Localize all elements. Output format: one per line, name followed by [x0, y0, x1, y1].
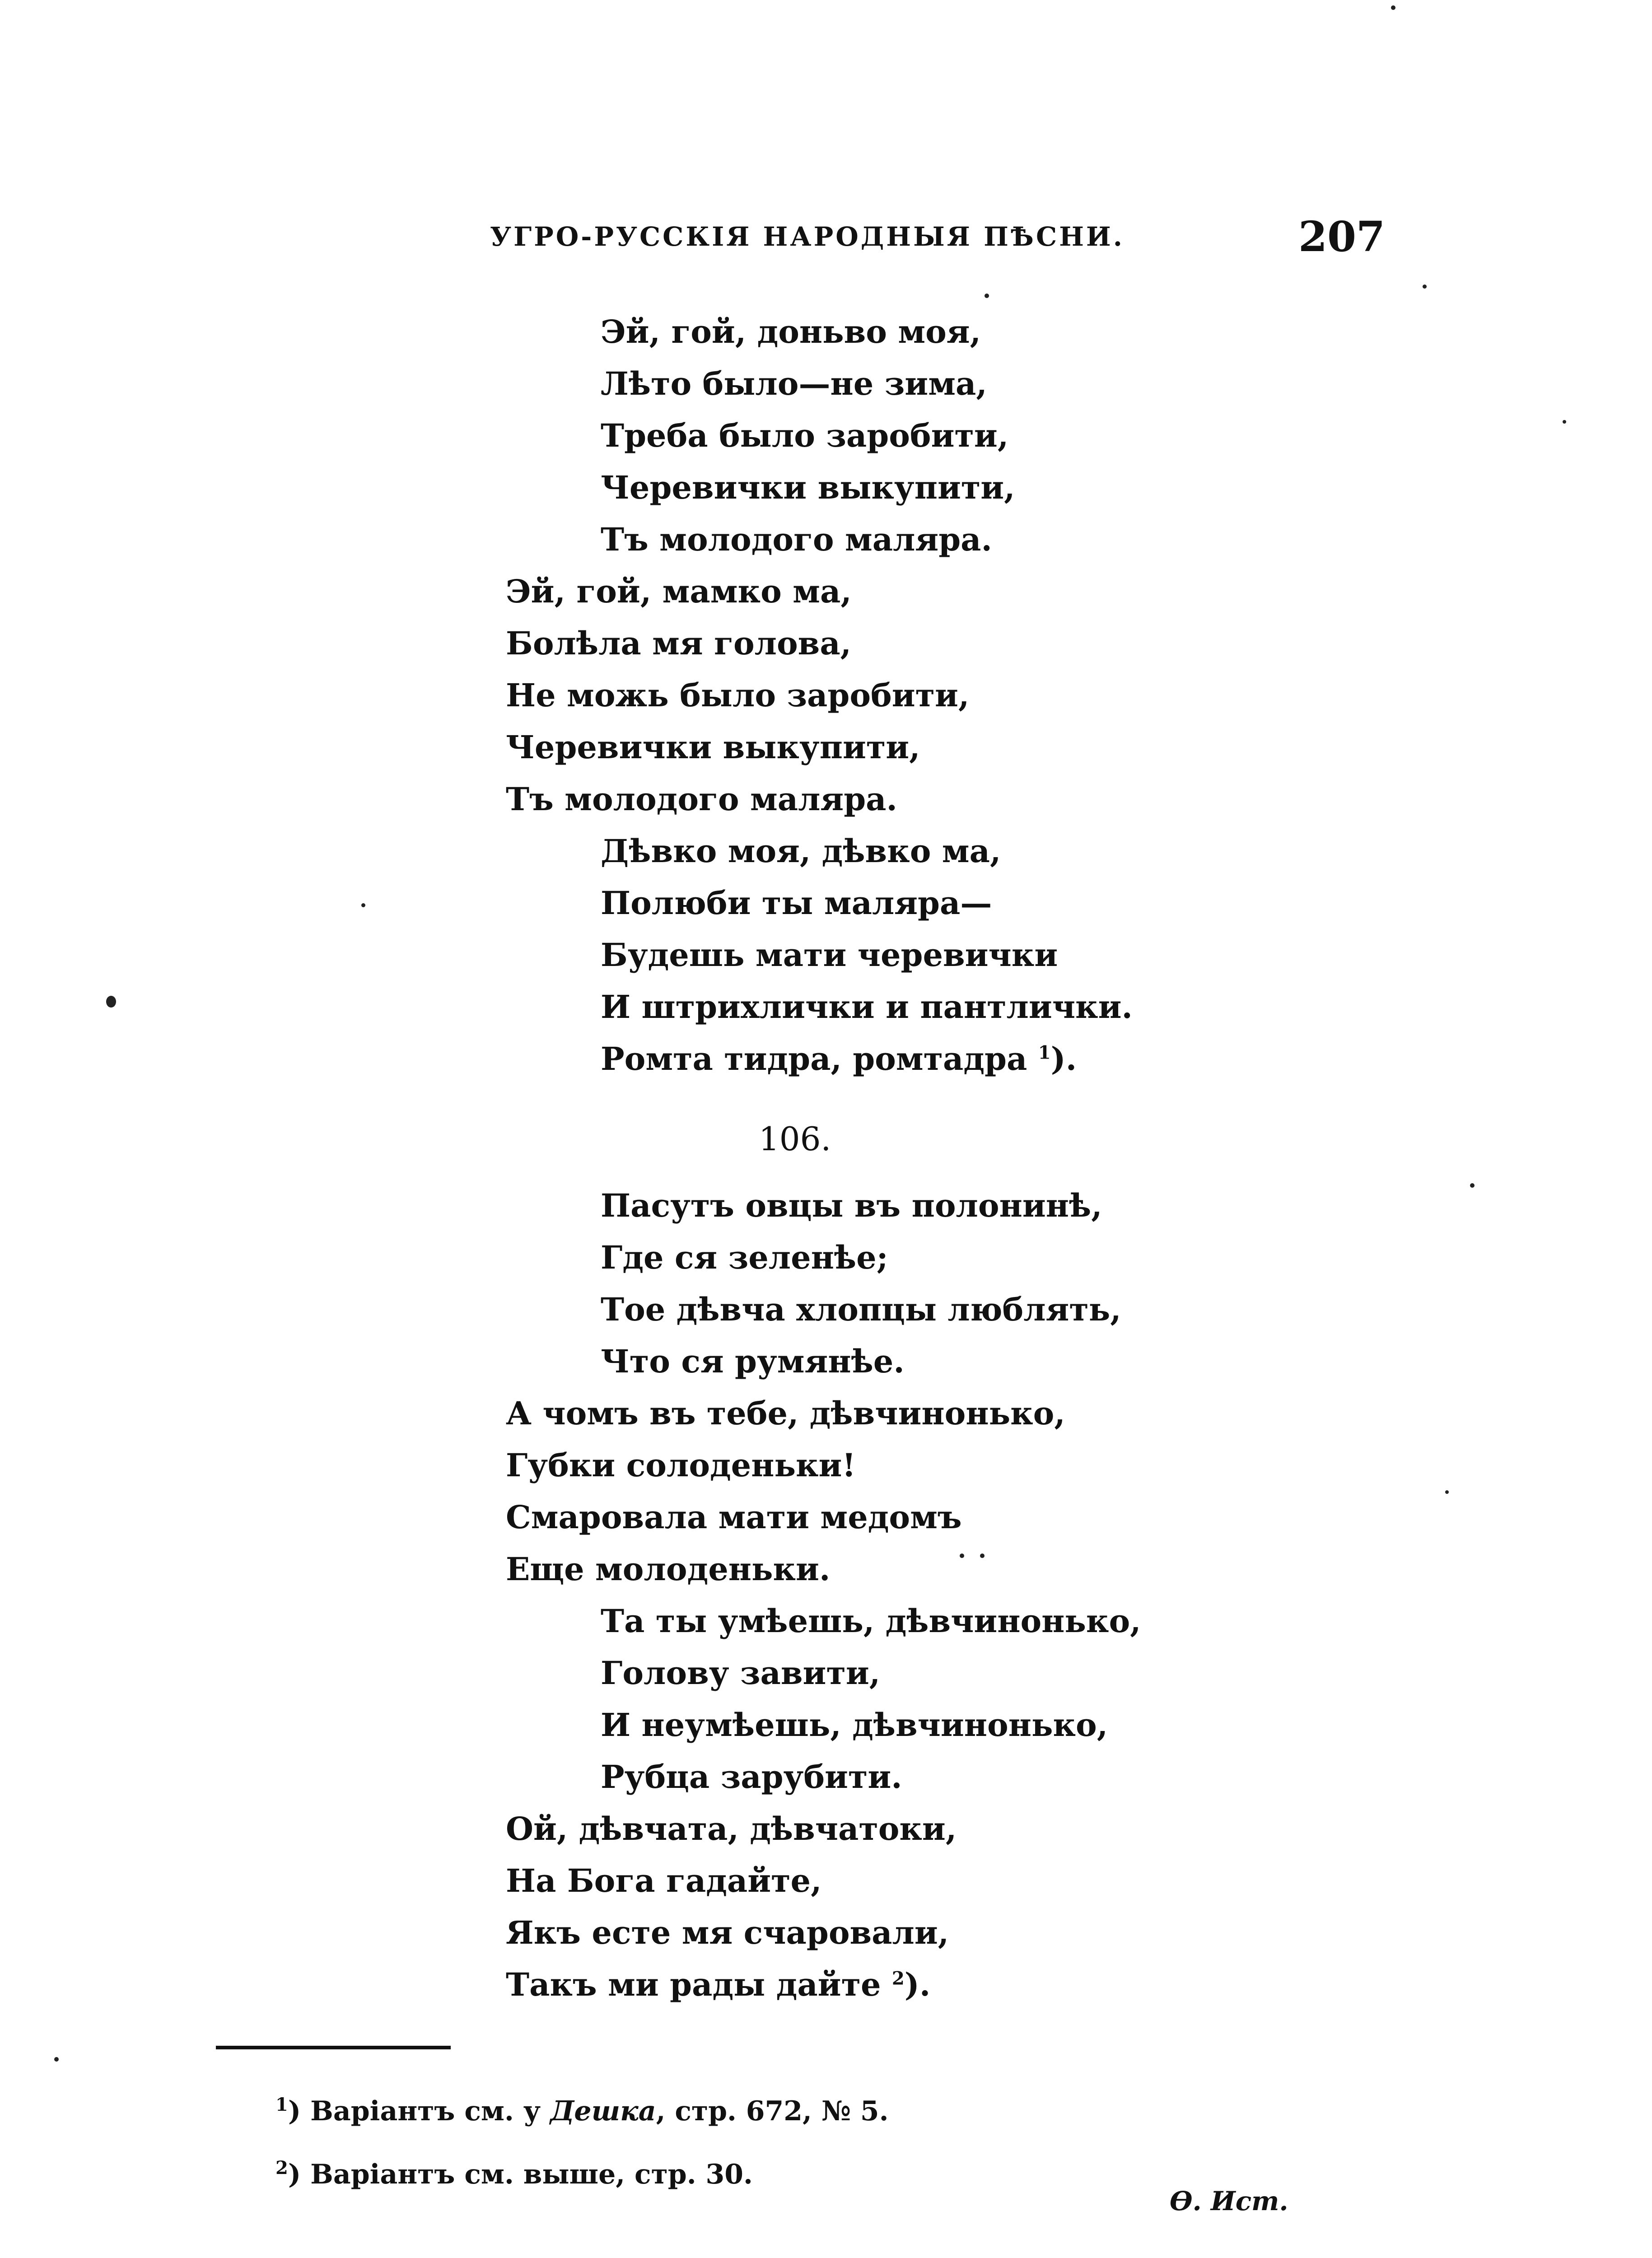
- scan-speck: [980, 1554, 985, 1558]
- footnote-rule: [216, 2046, 451, 2049]
- poem-a-line: Будешь мати черевички: [601, 936, 1058, 974]
- poem-a-line: Эй, гой, мамко ма,: [506, 573, 852, 610]
- scan-speck: [960, 1554, 964, 1558]
- poem-b-line: На Бога гадайте,: [506, 1862, 822, 1899]
- poem-a-line: Черевички выкупити,: [601, 469, 1015, 506]
- poem-b-line: Еще молоденьки.: [506, 1550, 831, 1588]
- running-title: УГРО-РУССКІЯ НАРОДНЫЯ ПѢСНИ.: [490, 221, 1125, 252]
- scan-speck: [1470, 1183, 1475, 1188]
- song-number: 106.: [759, 1120, 831, 1158]
- scan-speck: [985, 294, 989, 298]
- poem-b-last-line: [506, 1966, 931, 2003]
- poem-b-line: А чомъ въ тебе, дѣвчинонько,: [506, 1395, 1065, 1432]
- poem-b-line: Где ся зеленѣе;: [601, 1239, 888, 1276]
- scan-speck: [1445, 1490, 1449, 1494]
- poem-b-line: Тое дѣвча хлопцы люблять,: [601, 1291, 1121, 1328]
- footnote-marker: 2: [891, 1968, 905, 1989]
- poem-a-line: Лѣто было—не зима,: [601, 365, 987, 402]
- poem-a-line: Эй, гой, доньво моя,: [601, 313, 981, 350]
- scan-speck: [1423, 285, 1427, 289]
- poem-a-line: Треба было заробити,: [601, 417, 1009, 454]
- footnote-text: ) Варіантъ см. выше, стр. 30.: [288, 2159, 753, 2190]
- scan-speck: [1563, 420, 1566, 424]
- footnote-author: Дешка: [550, 2095, 656, 2127]
- scan-speck: [1391, 5, 1395, 10]
- poem-a-line-text: Ромта тидра, ромтадра: [601, 1040, 1027, 1078]
- poem-b-line: Рубца зарубити.: [601, 1758, 902, 1796]
- footnote-1: [275, 2095, 889, 2127]
- poem-a-line: И штрихлички и пантлички.: [601, 988, 1133, 1026]
- poem-a-last-line: [601, 1040, 1077, 1078]
- poem-a-line: Полюби ты маляра—: [601, 884, 992, 922]
- poem-a-line: Черевички выкупити,: [506, 728, 920, 766]
- poem-b-line: Смаровала мати медомъ: [506, 1498, 962, 1536]
- scan-speck: [361, 903, 365, 907]
- footnote-text: ) Варіантъ см. у: [288, 2095, 551, 2127]
- page-number: 207: [1298, 212, 1386, 261]
- footnote-marker: 1: [275, 2094, 288, 2115]
- poem-b-line: Что ся румянѣе.: [601, 1343, 905, 1380]
- poem-b-line: И неумѣешь, дѣвчинонько,: [601, 1706, 1108, 1744]
- scan-speck: [106, 996, 116, 1008]
- poem-a-line: Болѣла мя голова,: [506, 625, 852, 662]
- poem-b-line: Якъ есте мя счаровали,: [506, 1914, 949, 1951]
- footnote-marker: 1: [1038, 1042, 1051, 1064]
- poem-b-line: Голову завити,: [601, 1654, 881, 1692]
- footnote-marker: 2: [275, 2157, 288, 2179]
- poem-b-line-text: Такъ ми рады дайте: [506, 1966, 881, 2003]
- poem-b-line: Пасутъ овцы въ полонинѣ,: [601, 1187, 1102, 1224]
- editor-signature: Ѳ. Ист.: [1170, 2186, 1288, 2216]
- poem-b-line: Губки солоденьки!: [506, 1446, 856, 1484]
- poem-a-line: Дѣвко моя, дѣвко ма,: [601, 832, 1001, 870]
- poem-a-end: ).: [1050, 1040, 1077, 1078]
- poem-b-line: Та ты умѣешь, дѣвчинонько,: [601, 1602, 1141, 1640]
- poem-b-end: ).: [904, 1966, 931, 2003]
- poem-b-line: Ой, дѣвчата, дѣвчатоки,: [506, 1810, 957, 1847]
- footnote-text: , стр. 672, № 5.: [656, 2095, 889, 2127]
- footnote-2: [275, 2159, 753, 2190]
- scan-speck: [54, 2057, 59, 2062]
- poem-a-line: Не можь было заробити,: [506, 676, 970, 714]
- poem-a-line: Тъ молодого маляра.: [506, 780, 897, 818]
- poem-a-line: Тъ молодого маляра.: [601, 521, 992, 558]
